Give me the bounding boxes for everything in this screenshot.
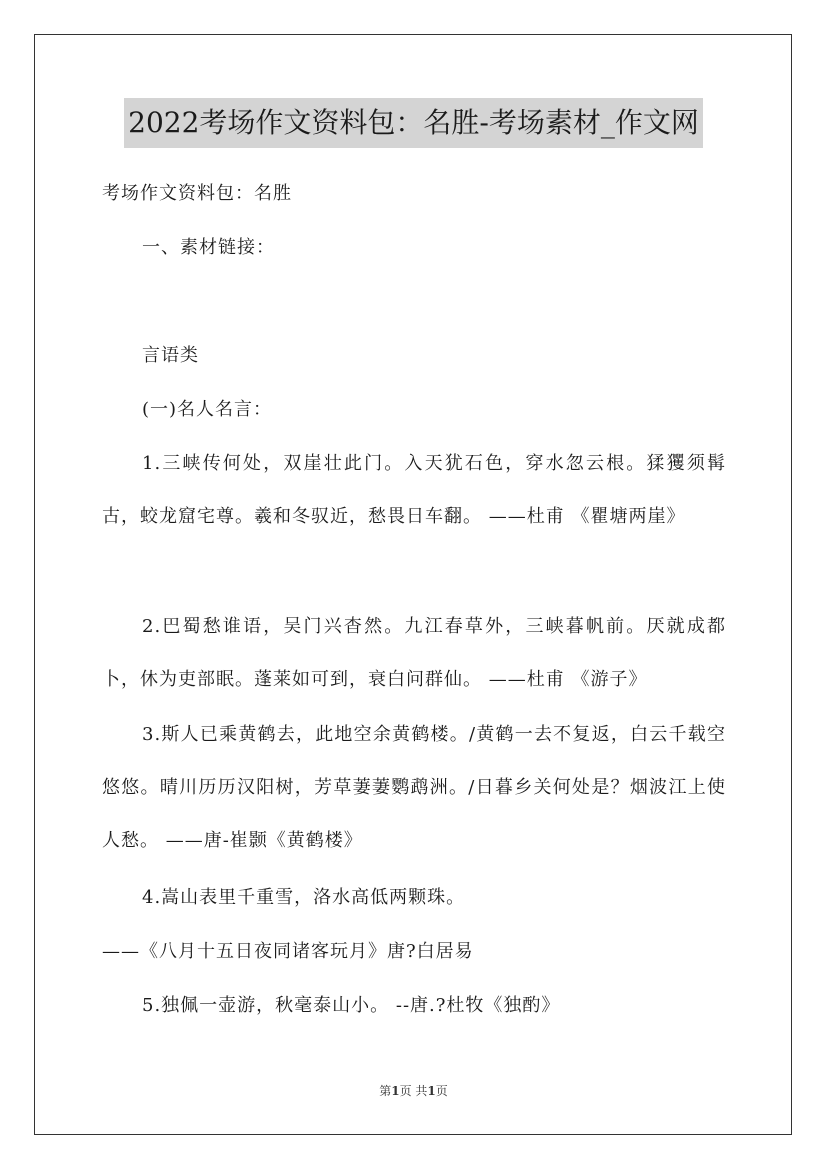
page-footer (0, 1082, 827, 1099)
quote-paragraph-1: 1.三峡传何处，双崖壮此门。入天犹石色，穿水忽云根。猱玃须髯古，蛟龙窟宅尊。羲和冬驭近，愁畏日车翻。 ——杜甫 《瞿塘两崖》 (102, 453, 726, 527)
quote-paragraph-5: 5.独佩一壶游，秋毫泰山小。 --唐.?杜牧《独酌》 (142, 995, 561, 1016)
category-heading-speech: 言语类 (142, 345, 199, 366)
footer-page-number: 1 (391, 1084, 400, 1098)
footer-page-mid: 页 共 (399, 1084, 428, 1098)
quote-paragraph-4: 4.嵩山表里千重雪，洛水高低两颗珠。 (142, 887, 466, 908)
quote-paragraph-4-source: ——《八月十五日夜同诸客玩月》唐?白居易 (102, 941, 474, 962)
title-wrap (0, 98, 827, 148)
quote-paragraph-2: 2.巴蜀愁谁语，吴门兴杳然。九江春草外，三峡暮帆前。厌就成都卜，休为吏部眠。蓬莱如可到，衰白问群仙。 ——杜甫 《游子》 (102, 616, 726, 690)
subsection-heading-famous-quotes: (一)名人名言： (142, 399, 273, 420)
document-subtitle: 考场作文资料包：名胜 (102, 183, 292, 204)
footer-page-suffix: 页 (435, 1084, 448, 1098)
section-heading-materials: 一、素材链接： (142, 237, 275, 258)
footer-page-prefix: 第 (379, 1084, 392, 1098)
footer-page-total: 1 (427, 1084, 436, 1098)
document-title: 2022考场作文资料包：名胜-考场素材_作文网 (124, 98, 703, 148)
quote-paragraph-3: 3.斯人已乘黄鹤去，此地空余黄鹤楼。/黄鹤一去不复返，白云千载空悠悠。晴川历历汉阳树，芳草萋萋鹦鹉洲。/日暮乡关何处是？烟波江上使人愁。 ——唐-崔颢《黄鹤楼》 (102, 724, 726, 851)
